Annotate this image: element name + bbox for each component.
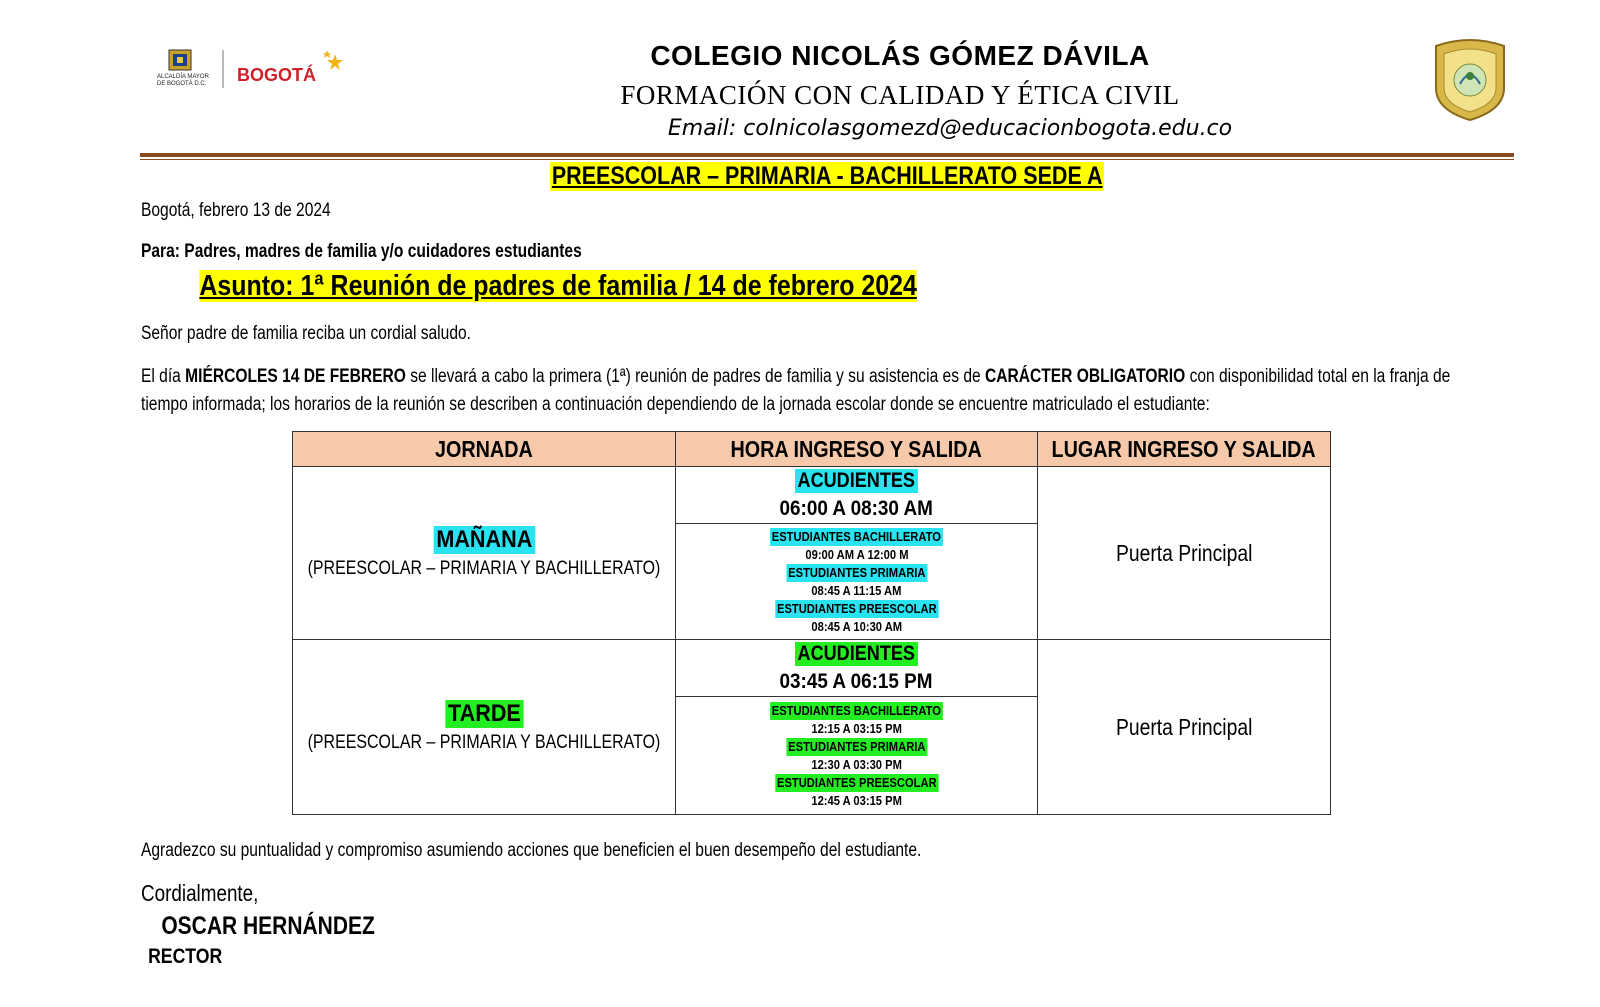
schedule-table [292, 431, 1354, 825]
jornada-name: MAÑANA [433, 526, 534, 554]
body-paragraph: El día MIÉRCOLES 14 DE FEBRERO se llevará a cabo la primera (1ª) reunión de padres de familia y su asistencia es de CARÁCTER OBLIGATORIO con disponibilidad total en la franja de tiempo informada; los horarios de la reunión se describen a continuación dependiendo de la jornada escolar donde se encuentre matriculado el estudiante: [141, 366, 1451, 415]
svg-text:DE BOGOTÁ D.C.: DE BOGOTÁ D.C. [157, 81, 207, 87]
student-group-label: ESTUDIANTES PREESCOLAR [776, 600, 937, 616]
closing-paragraph: Agradezco su puntualidad y compromiso asumiendo acciones que beneficien el buen desempeño del estudiante. [141, 840, 922, 861]
subject-label: Asunto: [199, 270, 294, 302]
student-group-time: 08:45 A 11:15 AM [811, 582, 902, 598]
school-motto: FORMACIÓN CON CALIDAD Y ÉTICA CIVIL [620, 80, 1180, 110]
manana-acudientes-cell [675, 466, 1038, 524]
jornada-levels: (PREESCOLAR – PRIMARIA Y BACHILLERATO) [307, 558, 661, 579]
student-group-time: 08:45 A 10:30 AM [811, 618, 902, 634]
table-row-tarde-jornada [292, 639, 676, 815]
tarde-lugar-cell [1037, 639, 1331, 815]
coat-of-arms-icon [169, 50, 191, 70]
manana-lugar-cell [1037, 466, 1331, 640]
entry-place: Puerta Principal [1115, 713, 1253, 740]
acudientes-label: ACUDIENTES [795, 469, 918, 493]
recipient-line: Para: Padres, madres de familia y/o cuidadores estudiantes [141, 241, 582, 262]
jornada-levels: (PREESCOLAR – PRIMARIA Y BACHILLERATO) [307, 732, 661, 753]
greeting: Señor padre de familia reciba un cordial saludo. [141, 323, 471, 344]
table-row-manana-jornada [292, 466, 676, 640]
signer-title: RECTOR [148, 945, 223, 968]
student-group-time: 12:45 A 03:15 PM [811, 792, 902, 808]
student-group-label: ESTUDIANTES PRIMARIA [787, 564, 926, 580]
student-group-label: ESTUDIANTES PREESCOLAR [776, 774, 937, 790]
meeting-date: MIÉRCOLES 14 DE FEBRERO [185, 366, 406, 387]
mandatory-note: CARÁCTER OBLIGATORIO [985, 366, 1186, 387]
header-divider [140, 153, 1514, 157]
header-divider-thin [140, 159, 1514, 160]
student-group-label: ESTUDIANTES BACHILLERATO [771, 528, 942, 544]
school-name: COLEGIO NICOLÁS GÓMEZ DÁVILA [650, 40, 1150, 71]
jornada-name: TARDE [445, 700, 523, 728]
table-header-lugar: LUGAR INGRESO Y SALIDA [1037, 431, 1331, 467]
student-group-time: 12:30 A 03:30 PM [811, 756, 902, 772]
student-group-time: 09:00 AM A 12:00 M [804, 546, 909, 562]
svg-text:ALCALDÍA MAYOR: ALCALDÍA MAYOR [157, 74, 209, 80]
table-header-jornada: JORNADA [292, 431, 676, 467]
manana-students-cell [675, 523, 1038, 640]
table-header-hora: HORA INGRESO Y SALIDA [675, 431, 1038, 467]
acudientes-time: 06:00 A 08:30 AM [779, 497, 934, 520]
section-title-wrap [140, 162, 1514, 191]
star-icon [323, 50, 343, 70]
date-line: Bogotá, febrero 13 de 2024 [141, 200, 331, 221]
tarde-students-cell [675, 696, 1038, 815]
school-email: Email: colnicolasgomezd@educacionbogota.edu.co [667, 116, 1233, 141]
bogota-logo [155, 48, 355, 94]
subject-text: 1ª Reunión de padres de familia / 14 de febrero 2024 [293, 270, 917, 302]
school-crest-icon [1430, 36, 1510, 122]
svg-text:BOGOTÁ: BOGOTÁ [237, 65, 316, 85]
section-title: PREESCOLAR – PRIMARIA - BACHILLERATO SEDE A [551, 162, 1103, 190]
student-group-time: 12:15 A 03:15 PM [811, 720, 902, 736]
subject-line [199, 270, 916, 303]
tarde-acudientes-cell [675, 639, 1038, 697]
student-group-label: ESTUDIANTES BACHILLERATO [771, 702, 942, 718]
acudientes-label: ACUDIENTES [795, 642, 918, 666]
signer-name: OSCAR HERNÁNDEZ [161, 912, 375, 940]
sign-off: Cordialmente, [141, 880, 259, 906]
student-group-label: ESTUDIANTES PRIMARIA [787, 738, 926, 754]
acudientes-time: 03:45 A 06:15 PM [779, 670, 934, 693]
entry-place: Puerta Principal [1115, 539, 1253, 566]
